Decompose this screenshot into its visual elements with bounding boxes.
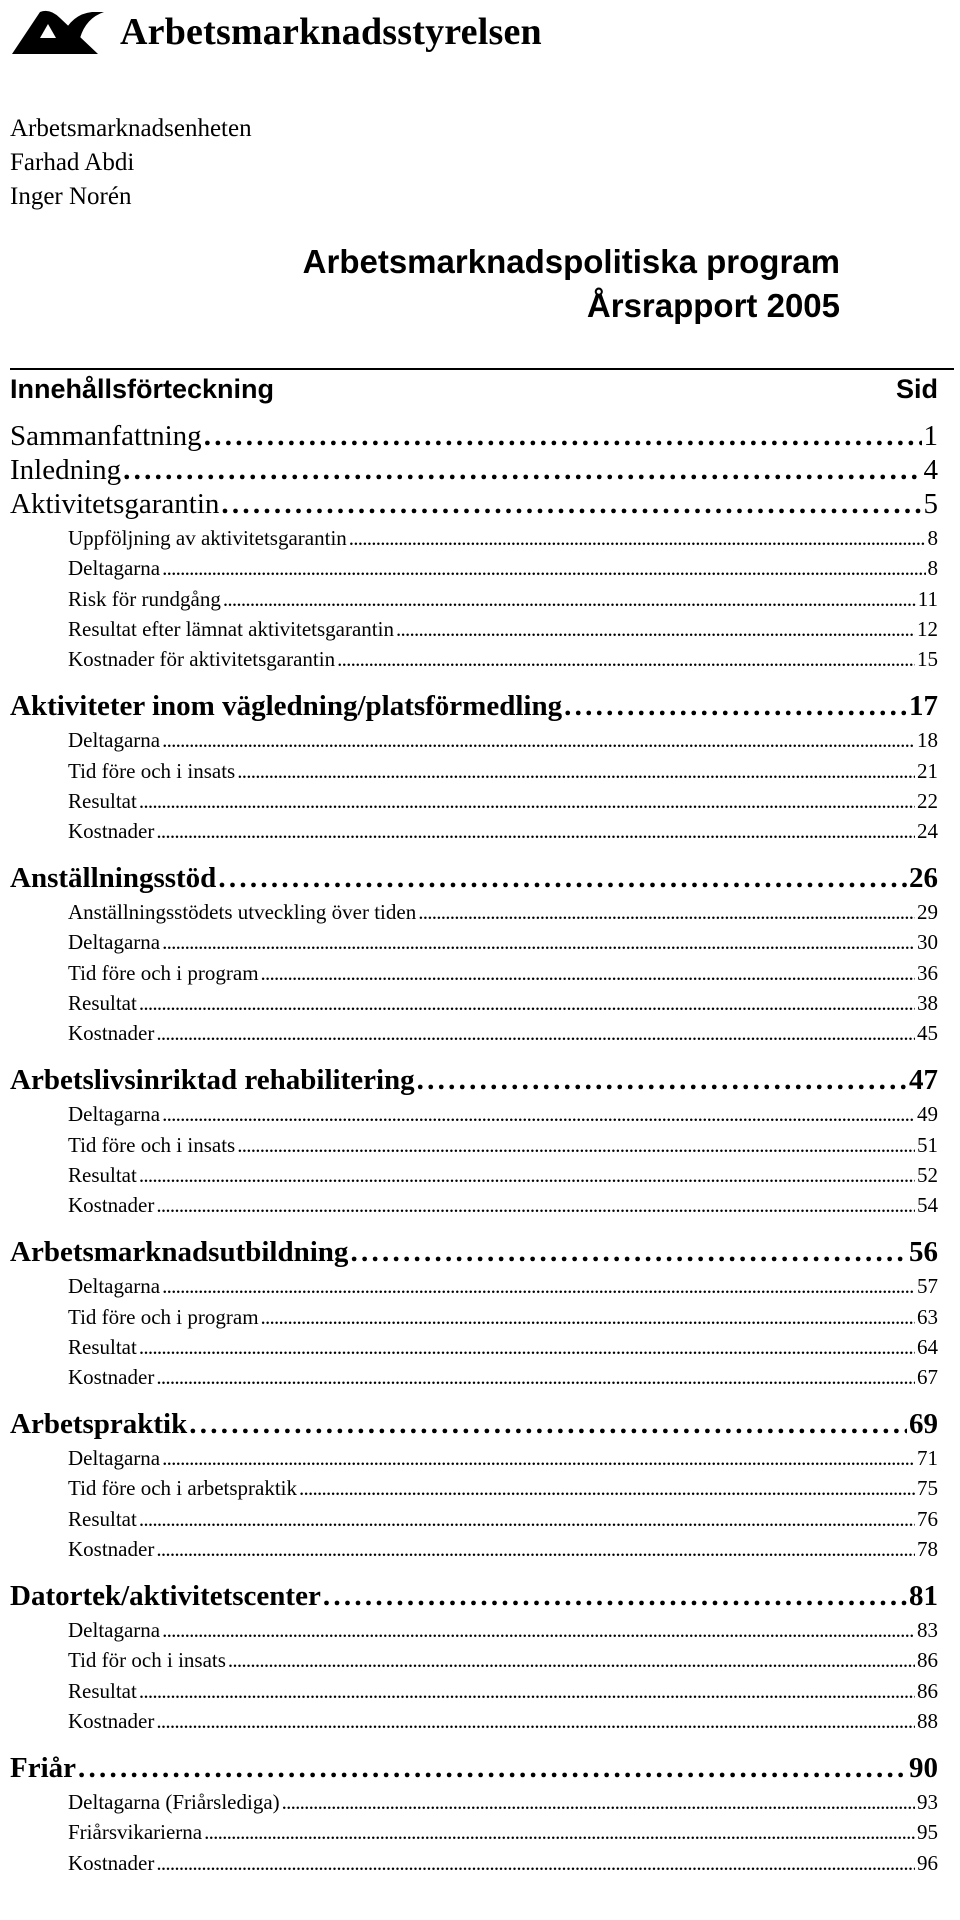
toc-entry-page: 52 xyxy=(917,1162,938,1187)
header xyxy=(10,2,542,62)
org-name: Arbetsmarknadsstyrelsen xyxy=(120,11,542,53)
toc-entry-label: Kostnader xyxy=(68,1537,155,1561)
toc-leader-dots xyxy=(221,488,921,521)
toc-subsection-entry[interactable] xyxy=(68,587,938,615)
toc-subsection-entry[interactable] xyxy=(68,1274,938,1302)
toc-entry-page: 4 xyxy=(923,454,938,486)
toc-entry-page: 57 xyxy=(917,1274,938,1299)
toc-page-label: Sid xyxy=(895,373,938,404)
toc-subsection-entry[interactable] xyxy=(68,930,938,958)
toc-subsection-entry[interactable] xyxy=(68,900,938,928)
toc-entry-label: Datortek/aktivitetscenter xyxy=(10,1580,321,1612)
toc-leader-dots xyxy=(204,1820,915,1845)
toc-entry-label: Aktivitetsgarantin xyxy=(10,488,220,520)
toc-subsection-entry[interactable] xyxy=(68,1335,938,1363)
toc-subsection-entry[interactable] xyxy=(68,819,938,847)
toc-subsection-entry[interactable] xyxy=(68,1790,938,1818)
toc-entry-label: Tid för och i insats xyxy=(68,1648,226,1673)
toc-subsection-entry[interactable] xyxy=(68,1365,938,1393)
toc-entry-label: Kostnader xyxy=(68,1021,155,1046)
toc-subsection-entry[interactable] xyxy=(68,1305,938,1333)
toc-subsection-entry[interactable] xyxy=(68,1851,938,1879)
toc-section-entry[interactable] xyxy=(10,1752,938,1786)
toc-entry-label: Arbetspraktik xyxy=(10,1408,188,1441)
toc-subsection-entry[interactable] xyxy=(68,1537,938,1565)
toc-subsection-entry[interactable] xyxy=(68,961,938,989)
toc-subsection-entry[interactable] xyxy=(68,728,938,756)
toc-entry-page: 96 xyxy=(917,1850,938,1875)
toc-leader-dots xyxy=(204,420,922,453)
toc-section-entry[interactable] xyxy=(10,1064,938,1098)
toc-leader-dots xyxy=(237,759,915,784)
toc-entry-label: Deltagarna xyxy=(68,1102,161,1127)
toc-entry-label: Resultat xyxy=(68,1678,137,1703)
toc-entry-page: 45 xyxy=(917,1021,938,1046)
toc-entry-label: Resultat xyxy=(68,991,137,1015)
toc-entry-page: 71 xyxy=(917,1446,938,1471)
toc-entry-page: 95 xyxy=(917,1820,938,1845)
toc-entry-page: 76 xyxy=(917,1506,938,1531)
toc-section-entry[interactable] xyxy=(10,1408,938,1442)
toc-entry-label: Kostnader xyxy=(68,1365,155,1390)
toc-entry-label: Tid före och i program xyxy=(68,1304,259,1329)
toc-entry-label: Risk för rundgång xyxy=(68,586,221,611)
toc-entry-label: Friår xyxy=(10,1751,77,1784)
toc-entry-label: Kostnader xyxy=(68,1850,155,1875)
toc-entry-page: 67 xyxy=(917,1365,938,1390)
toc-leader-dots xyxy=(156,1851,915,1876)
toc-entry-page: 93 xyxy=(917,1789,938,1814)
toc-entry-label: Anställningsstöd xyxy=(10,862,217,895)
toc-subsection-entry[interactable] xyxy=(68,1021,938,1049)
toc-leader-dots xyxy=(261,1305,915,1330)
toc-subsection-entry[interactable] xyxy=(68,556,938,584)
toc-entry-page: 18 xyxy=(917,728,938,753)
toc-entry-page: 56 xyxy=(909,1236,938,1269)
toc-subsection-entry[interactable] xyxy=(68,1820,938,1848)
toc-entry-label: Resultat xyxy=(68,788,137,813)
toc-entry-label: Tid före och i insats xyxy=(68,1132,236,1157)
toc-section-entry[interactable] xyxy=(10,454,938,488)
toc-entry-label: Deltagarna xyxy=(68,728,161,753)
toc-section-entry[interactable] xyxy=(10,690,938,724)
toc-leader-dots xyxy=(162,1274,915,1299)
toc-section-entry[interactable] xyxy=(10,488,938,522)
toc-leader-dots xyxy=(162,1446,915,1471)
toc-subsection-entry[interactable] xyxy=(68,526,938,554)
toc-leader-dots xyxy=(162,930,915,955)
toc-entry-page: 75 xyxy=(917,1476,938,1501)
toc-entry-label: Resultat xyxy=(68,1162,137,1187)
toc-heading: Innehållsförteckning xyxy=(10,373,275,404)
toc-subsection-entry[interactable] xyxy=(68,1709,938,1737)
author-line: Farhad Abdi xyxy=(10,149,135,176)
toc-section-entry[interactable] xyxy=(10,1580,938,1614)
toc-header xyxy=(10,372,938,406)
toc-leader-dots xyxy=(299,1476,915,1501)
toc-entry-page: 24 xyxy=(917,819,938,844)
toc-entry-page: 38 xyxy=(917,991,938,1015)
toc-subsection-entry[interactable] xyxy=(68,759,938,787)
toc-entry-label: Arbetsmarknadsutbildning xyxy=(10,1236,349,1269)
toc-leader-dots xyxy=(223,587,916,612)
toc-leader-dots xyxy=(156,1709,915,1734)
toc-entry-label: Deltagarna xyxy=(68,1274,161,1299)
toc-entry-page: 64 xyxy=(917,1334,938,1359)
toc-subsection-entry[interactable] xyxy=(68,789,938,817)
toc-entry-label: Friårsvikarierna xyxy=(68,1820,203,1845)
toc-entry-page: 81 xyxy=(909,1580,938,1612)
toc-entry-page: 36 xyxy=(917,960,938,985)
toc-leader-dots xyxy=(139,1679,915,1704)
toc-entry-page: 12 xyxy=(917,616,938,641)
document-title xyxy=(0,240,840,328)
toc-entry-page: 17 xyxy=(909,690,938,723)
toc-subsection-entry[interactable] xyxy=(68,1446,938,1474)
title-line-2: Årsrapport 2005 xyxy=(586,287,840,324)
toc-entry-label: Resultat xyxy=(68,1334,137,1359)
toc-subsection-entry[interactable] xyxy=(68,1507,938,1535)
toc-subsection-entry[interactable] xyxy=(68,1476,938,1504)
toc-section-entry[interactable] xyxy=(10,862,938,896)
toc-leader-dots xyxy=(350,1236,907,1269)
ams-logo-icon xyxy=(10,8,106,56)
toc-leader-dots xyxy=(78,1752,907,1785)
toc-leader-dots xyxy=(139,1335,915,1360)
toc-entry-page: 1 xyxy=(923,420,938,452)
toc-subsection-entry[interactable] xyxy=(68,991,938,1019)
toc-entry-label: Deltagarna (Friårslediga) xyxy=(68,1789,280,1814)
toc-entry-label: Kostnader xyxy=(68,819,155,844)
toc-leader-dots xyxy=(156,1021,915,1046)
toc-entry-label: Tid före och i program xyxy=(68,960,259,985)
toc-entry-label: Sammanfattning xyxy=(10,420,202,452)
toc-leader-dots xyxy=(162,556,925,581)
author-line: Inger Norén xyxy=(10,183,132,210)
toc-subsection-entry[interactable] xyxy=(68,1679,938,1707)
toc-entry-label: Aktiviteter inom vägledning/platsförmedling xyxy=(10,690,563,723)
toc-entry-label: Resultat efter lämnat aktivitetsgarantin xyxy=(68,616,394,641)
toc-leader-dots xyxy=(162,1618,915,1643)
toc-entry-page: 5 xyxy=(923,488,938,520)
toc-entry-page: 26 xyxy=(909,862,938,895)
toc-leader-dots xyxy=(228,1648,915,1673)
toc-entry-page: 21 xyxy=(917,758,938,783)
toc-subsection-entry[interactable] xyxy=(68,1133,938,1161)
toc-leader-dots xyxy=(237,1133,915,1158)
toc-entry-label: Deltagarna xyxy=(68,930,161,955)
toc-subsection-entry[interactable] xyxy=(68,1102,938,1130)
toc-leader-dots xyxy=(139,991,915,1016)
toc-entry-label: Resultat xyxy=(68,1506,137,1531)
toc-subsection-entry[interactable] xyxy=(68,617,938,645)
toc-entry-label: Deltagarna xyxy=(68,1618,161,1642)
toc-leader-dots xyxy=(139,1163,915,1188)
toc-entry-label: Kostnader xyxy=(68,1193,155,1218)
toc-leader-dots xyxy=(218,862,907,895)
toc-leader-dots xyxy=(337,647,915,672)
toc-entry-page: 11 xyxy=(917,586,938,611)
author-block xyxy=(10,112,252,214)
toc-entry-page: 30 xyxy=(917,930,938,955)
toc-entry-label: Arbetslivsinriktad rehabilitering xyxy=(10,1064,415,1097)
toc-entry-page: 22 xyxy=(917,788,938,813)
toc-entry-page: 47 xyxy=(909,1064,938,1097)
toc-subsection-entry[interactable] xyxy=(68,1193,938,1221)
toc-leader-dots xyxy=(349,526,926,551)
toc-leader-dots xyxy=(156,1537,915,1562)
toc-entry-page: 90 xyxy=(909,1751,938,1784)
toc-leader-dots xyxy=(156,1193,915,1218)
toc-leader-dots xyxy=(418,900,915,925)
toc-entry-label: Tid före och i insats xyxy=(68,758,236,783)
toc-entry-page: 49 xyxy=(917,1102,938,1127)
toc-leader-dots xyxy=(261,961,915,986)
toc-section-entry[interactable] xyxy=(10,420,938,454)
toc-entry-label: Deltagarna xyxy=(68,1446,161,1471)
toc-subsection-entry[interactable] xyxy=(68,647,938,675)
toc-entry-page: 69 xyxy=(909,1408,938,1441)
toc-entry-page: 54 xyxy=(917,1193,938,1218)
toc-leader-dots xyxy=(139,789,915,814)
toc-entry-page: 83 xyxy=(917,1618,938,1642)
toc-entry-page: 29 xyxy=(917,900,938,925)
toc-divider xyxy=(10,368,954,370)
toc-entry-label: Deltagarna xyxy=(68,556,161,581)
toc-subsection-entry[interactable] xyxy=(68,1618,938,1646)
toc-entry-page: 51 xyxy=(917,1132,938,1157)
toc-entry-page: 78 xyxy=(917,1537,938,1561)
author-line: Arbetsmarknadsenheten xyxy=(10,115,252,142)
toc-entry-page: 8 xyxy=(927,526,938,550)
toc-leader-dots xyxy=(396,617,915,642)
toc-entry-label: Kostnader xyxy=(68,1708,155,1733)
toc-leader-dots xyxy=(189,1408,907,1441)
toc-entry-page: 88 xyxy=(917,1708,938,1733)
toc-leader-dots xyxy=(417,1064,907,1097)
toc-leader-dots xyxy=(123,454,921,487)
toc-leader-dots xyxy=(156,1365,915,1390)
toc-subsection-entry[interactable] xyxy=(68,1163,938,1191)
toc-entry-page: 63 xyxy=(917,1304,938,1329)
toc-leader-dots xyxy=(162,728,915,753)
toc-leader-dots xyxy=(139,1507,915,1532)
toc-section-entry[interactable] xyxy=(10,1236,938,1270)
title-line-1: Arbetsmarknadspolitiska program xyxy=(302,243,840,280)
toc-entry-page: 15 xyxy=(917,647,938,672)
toc-leader-dots xyxy=(156,819,915,844)
toc-subsection-entry[interactable] xyxy=(68,1648,938,1676)
toc-entry-page: 86 xyxy=(917,1648,938,1673)
toc-entry-label: Uppföljning av aktivitetsgarantin xyxy=(68,526,347,550)
toc-leader-dots xyxy=(564,690,907,723)
toc-entry-label: Inledning xyxy=(10,454,122,486)
toc-entry-page: 8 xyxy=(927,556,938,581)
toc-entry-label: Kostnader för aktivitetsgarantin xyxy=(68,647,336,672)
toc-leader-dots xyxy=(323,1580,907,1613)
toc-entry-page: 86 xyxy=(917,1678,938,1703)
toc-leader-dots xyxy=(282,1790,915,1815)
toc-leader-dots xyxy=(162,1102,915,1127)
toc-entry-label: Tid före och i arbetspraktik xyxy=(68,1476,298,1501)
toc-entry-label: Anställningsstödets utveckling över tiden xyxy=(68,900,417,925)
